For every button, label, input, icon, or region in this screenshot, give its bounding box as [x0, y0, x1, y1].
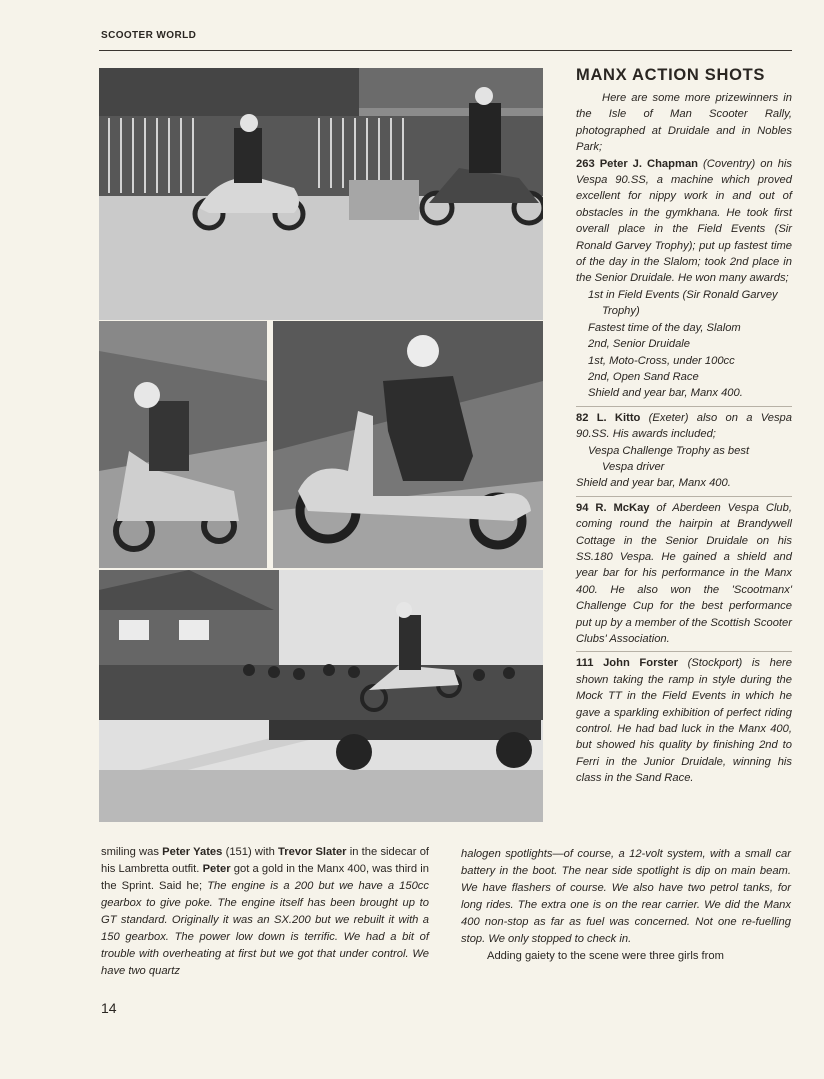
award-line: 2nd, Senior Druidale [588, 338, 690, 351]
entry-111 [576, 655, 792, 786]
entry-divider [576, 651, 792, 652]
entry-text: of Aberdeen Vespa Club, coming round the hairpin at Brandywell Cottage in the Senior Druidale on his SS.180 Vespa. He gained a shield and year bar for his performance in the Manx 400. He also won the 'Scootmanx' Challenge Cup for the best performance put up by a member of the Scottish Scooter Clubs' Association. [576, 501, 792, 645]
page-number: 14 [101, 1000, 117, 1016]
award-line: Vespa driver [602, 460, 665, 473]
body-paragraph: smiling was Peter Yates (151) with Trevor Slater in the sidecar of his Lambretta outfit. Peter got a gold in the Manx 400, was third in the Sprint. Said he; The engine is a 200 but we have a 150cc gearbox to give poke. The engine itself has been brought up to GT standard. Originally it was an SX.200 but we rebuilt it with a 150 gearbox. The power low down is terrific. We had a bit of trouble with overheating at first but we got that under control. We have two quartz [101, 846, 430, 977]
entry-text: (Stockport) is here shown taking the ramp in style during the Mock TT in the Field Events in which he gave a sparkling exhibition of perfect riding control. He had bad luck in the Manx 400, but showed his quality by finishing 2nd to Ferri in the Junior Druidale, winning his class in the Sand Race. [576, 657, 792, 785]
award-line: 1st in Field Events (Sir Ronald Garvey [588, 288, 778, 301]
entry-name: Peter J. Chapman [599, 157, 698, 170]
person-name: Peter Yates [162, 846, 223, 858]
entry-name: John Forster [603, 657, 678, 670]
body-column-left [101, 844, 429, 980]
entry-divider [576, 496, 792, 497]
person-name: Trevor Slater [278, 846, 347, 858]
award-line: 2nd, Open Sand Race [588, 370, 699, 383]
entry-94 [576, 500, 792, 648]
photo-ramp-jump [99, 570, 543, 822]
entry-number: 111 [576, 657, 594, 670]
entry-divider [576, 406, 792, 407]
quote-text: The engine is a 200 but we have a 150cc gearbox to give poke. The engine itself has been brought up to GT standard. Originally it was an SX.200 but we rebuilt it with a 150 gearbox. The power low down is terrific. We had a bit of trouble with overheating at first but we got that under control. We have two quartz [101, 880, 429, 977]
award-line: Shield and year bar, Manx 400. [576, 477, 731, 490]
quote-continuation: halogen spotlights—of course, a 12-volt system, with a small car battery in the boot. The near side spotlight is dip on main beam. We have flashers of course. We also have two petrol tanks, for long rides. The extra one is on the rear carrier. We did the Manx 400 non-stop as far as fuel was concerned. Not one re-fuelling stop. We only stopped to check in. [461, 848, 791, 945]
award-line: Fastest time of the day, Slalom [588, 321, 741, 334]
side-column [576, 66, 792, 787]
photo-vespa-close-up [273, 321, 543, 568]
intro-paragraph: Here are some more prizewinners in the Isle of Man Scooter Rally, photographed at Druidale and in Nobles Park; [576, 92, 792, 154]
entry-82 [576, 410, 792, 443]
entry-number: 263 [576, 157, 595, 170]
award-line: Vespa Challenge Trophy as best [588, 444, 750, 457]
photo-scooters-near-fence-image [99, 68, 543, 320]
header-rule [99, 50, 792, 51]
photo-rider-on-slope [99, 321, 267, 568]
photo-scooters-near-fence [99, 68, 543, 320]
entry-text: (Exeter) also on a Vespa 90.SS. His awards included; [576, 411, 793, 441]
entry-name: R. McKay [595, 501, 650, 514]
entry-number: 82 [576, 411, 589, 424]
award-line: Trophy) [602, 305, 640, 318]
entry-name: L. Kitto [596, 411, 641, 424]
body-column-right [461, 846, 791, 965]
photo-ramp-jump-image [99, 570, 543, 822]
award-line: 1st, Moto-Cross, under 100cc [588, 354, 735, 367]
running-head: SCOOTER WORLD [101, 30, 197, 41]
body-paragraph: Adding gaiety to the scene were three girls from [487, 950, 724, 962]
person-name: Peter [202, 863, 231, 875]
photo-vespa-close-up-image [273, 321, 543, 568]
entry-number: 94 [576, 501, 589, 514]
award-line: Shield and year bar, Manx 400. [588, 387, 743, 400]
photo-rider-on-slope-image [99, 321, 267, 568]
entry-263 [576, 156, 792, 287]
entry-text: (Coventry) on his Vespa 90.SS, a machine which proved excellent for nippy work in and out of obstacles in the gymkhana. He took first overall place in the Field Events (Sir Ronald Garvey Trophy); put up fastest time of the day in the Slalom; took 2nd place in the Senior Druidale. He won many awards; [576, 157, 792, 285]
article-title: MANX ACTION SHOTS [576, 66, 766, 84]
